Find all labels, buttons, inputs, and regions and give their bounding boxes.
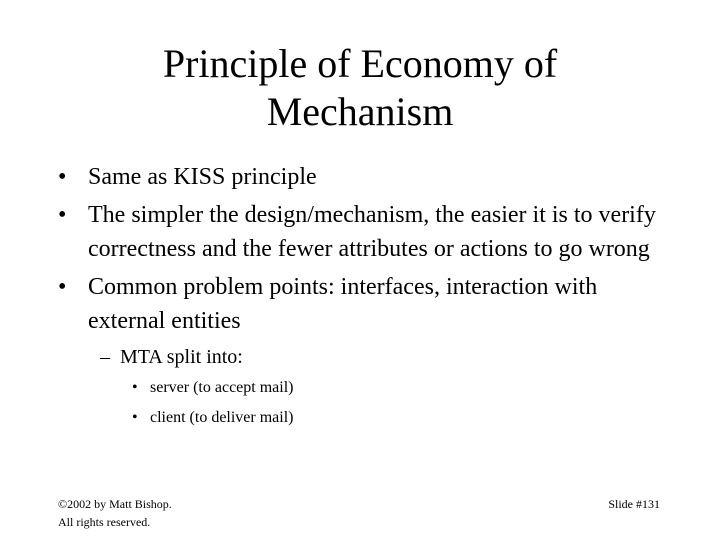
footer-copyright-line-1: ©2002 by Matt Bishop. [58,497,172,511]
footer-copyright [58,495,172,531]
footer-copyright-line-2: All rights reserved. [58,515,151,529]
sub-sub-bullet-item [132,374,668,402]
bullet-item [58,270,668,338]
sub-bullet-item [100,342,668,372]
slide-title-line-2: Mechanism [266,89,454,134]
bullet-list [58,160,668,432]
bullet-item [58,160,668,194]
bullet-text: The simpler the design/mechanism, the easier it is to verify correctness and the fewer attributes or actions to go wrong [88,202,656,262]
bullet-marker: • [58,202,67,228]
sub-sub-bullet-text: client (to deliver mail) [150,409,294,426]
sub-sub-bullet-item [132,404,668,432]
slide-number: Slide #131 [608,497,660,511]
bullet-item [58,198,668,266]
sub-sub-bullet-text: server (to accept mail) [150,379,294,396]
bullet-text: Common problem points: interfaces, interaction with external entities [88,274,598,334]
slide-title-line-1: Principle of Economy of [162,41,558,86]
sub-sub-bullet-marker: • [132,379,138,396]
sub-sub-bullet-marker: • [132,409,138,426]
bullet-marker: • [58,274,67,300]
slide-title [60,40,660,136]
sub-bullet-text: MTA split into: [120,346,243,368]
sub-bullet-marker: – [100,346,110,368]
bullet-marker: • [58,164,67,190]
bullet-text: Same as KISS principle [88,164,317,190]
